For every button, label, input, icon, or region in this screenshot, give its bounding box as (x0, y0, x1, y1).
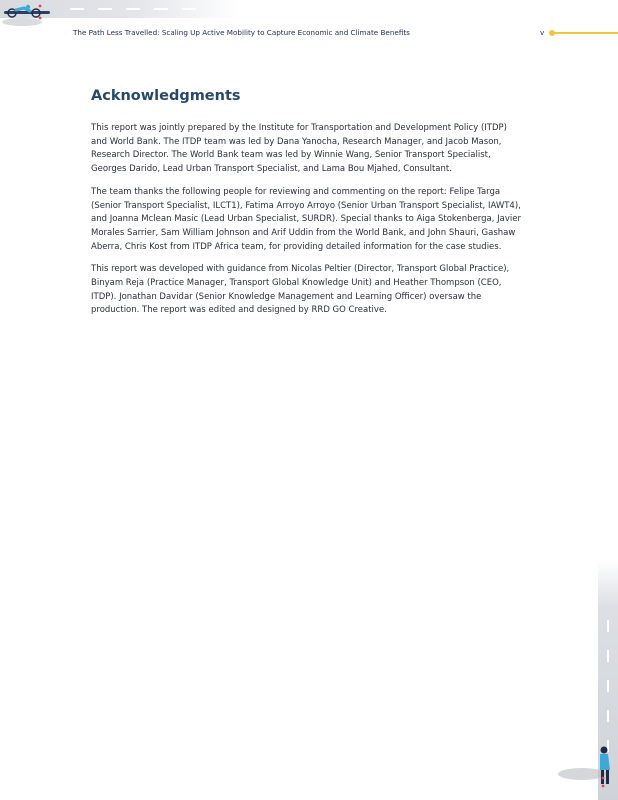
running-title: The Path Less Travelled: Scaling Up Active Mobility to Capture Economic and Climate Benefits (73, 28, 410, 37)
paragraph-2: The team thanks the following people for reviewing and commenting on the report: Felipe Targa (Senior Transport Specialist, ILCT1), Fatima Arroyo Arroyo (Senior Urban Transport Specialist, IAWT4), and Joanna Mclean Masic (Lead Urban Specialist, SURDR). Special thanks to Aiga Stokenberga, Javier Morales Sarrier, Sam William Johnson and Arif Uddin from the World Bank, and John Shauri, Gashaw Aberra, Chris Kost from ITDP Africa team, for providing detailed information for the case studies. (91, 186, 521, 252)
paragraph-1: This report was jointly prepared by the Institute for Transportation and Development Policy (ITDP) and World Bank. The ITDP team was led by Dana Yanocha, Research Manager, and Jacob Mason, Research Director. The World Bank team was led by Winnie Wang, Senior Transport Specialist, Georges Darido, Lead Urban Transport Specialist, and Lama Bou Mjahed, Consultant. (91, 123, 507, 175)
cyclist-icon (0, 0, 60, 32)
pedestrian-icon (556, 742, 618, 800)
acknowledgments-section (91, 88, 525, 327)
page-title: Acknowledgments (91, 88, 241, 104)
header-accent-rule (553, 32, 618, 34)
paragraph-3: This report was developed with guidance from Nicolas Peltier (Director, Transport Global Practice), Binyam Reja (Practice Manager, Transport Global Knowledge Unit) and Heather Thompson (CEO, ITDP). Jonathan Davidar (Senior Knowledge Management and Learning Officer) oversaw the production. The report was edited and designed by RRD GO Creative. (91, 264, 510, 316)
page-number: v (540, 28, 545, 37)
